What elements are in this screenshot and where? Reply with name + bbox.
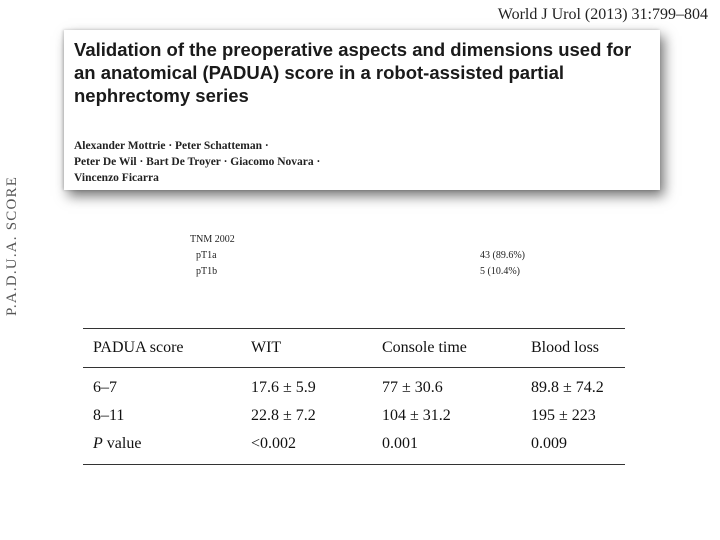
cell-wit: 22.8 ± 7.2 — [251, 407, 316, 424]
tnm-row — [190, 264, 590, 280]
tnm-heading: TNM 2002 — [190, 234, 235, 245]
cell-console-time: 104 ± 31.2 — [382, 407, 451, 424]
author-line: Vincenzo Ficarra — [74, 172, 159, 184]
side-title: P.A.D.U.A. SCORE — [4, 175, 20, 317]
padua-results-table — [83, 328, 625, 465]
header-padua-score: PADUA score — [93, 339, 184, 356]
journal-reference: World J Urol (2013) 31:799–804 — [497, 6, 708, 23]
tnm-staging-table — [190, 232, 590, 280]
paper-title: Validation of the preoperative aspects and dimensions used for an anatomical (PADUA) score in a robot-assisted partial nephrectomy series — [74, 39, 632, 106]
table-header-row — [83, 329, 625, 368]
header-blood-loss: Blood loss — [531, 339, 600, 356]
tnm-stage-label: pT1b — [196, 266, 218, 277]
pvalue-row — [83, 430, 625, 458]
paper-header-card — [64, 30, 660, 190]
cell-padua-score: 6–7 — [93, 379, 117, 396]
pvalue-console-time: 0.001 — [382, 435, 418, 452]
author-line: Alexander Mottrie · Peter Schatteman · — [74, 140, 269, 152]
cell-wit: 17.6 ± 5.9 — [251, 379, 316, 396]
tnm-stage-value: 43 (89.6%) — [480, 250, 525, 261]
author-list — [74, 138, 474, 186]
cell-console-time: 77 ± 30.6 — [382, 379, 443, 396]
cell-blood-loss: 89.8 ± 74.2 — [531, 379, 604, 396]
table-row — [83, 402, 625, 430]
pvalue-label — [93, 430, 141, 458]
table-body — [83, 368, 625, 464]
cell-padua-score: 8–11 — [93, 407, 125, 424]
header-console-time: Console time — [382, 339, 467, 356]
header-wit: WIT — [251, 339, 282, 356]
pvalue-label-p: P — [93, 435, 103, 452]
cell-blood-loss: 195 ± 223 — [531, 407, 596, 424]
tnm-heading-row — [190, 232, 590, 248]
pvalue-blood-loss: 0.009 — [531, 435, 567, 452]
table-row — [83, 374, 625, 402]
tnm-stage-label: pT1a — [196, 250, 217, 261]
tnm-stage-value: 5 (10.4%) — [480, 266, 520, 277]
pvalue-label-rest: value — [102, 435, 142, 452]
tnm-row — [190, 248, 590, 264]
author-line: Peter De Wil · Bart De Troyer · Giacomo Novara · — [74, 156, 321, 168]
pvalue-wit: <0.002 — [251, 435, 297, 452]
